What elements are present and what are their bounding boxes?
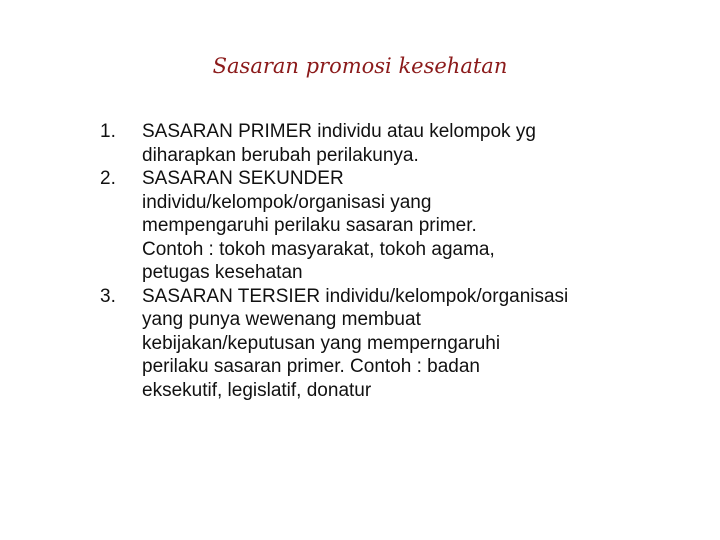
- list-item-line: perilaku sasaran primer. Contoh : badan: [142, 356, 480, 377]
- list-item-number: 2.: [100, 168, 116, 189]
- list-item-line: yang punya wewenang membuat: [142, 309, 421, 330]
- list-item-line: SASARAN SEKUNDER: [142, 168, 344, 189]
- slide-title: Sasaran promosi kesehatan: [212, 54, 508, 78]
- list-item-line: individu/kelompok/organisasi yang: [142, 191, 432, 213]
- list-item: [100, 167, 660, 285]
- list-item-number: 3.: [100, 285, 116, 307]
- list-item-line: SASARAN TERSIER individu/kelompok/organisasi: [142, 285, 569, 307]
- list-item-number: 1.: [100, 121, 116, 142]
- list-item: [100, 120, 660, 167]
- list-item-line: eksekutif, legislatif, donatur: [142, 379, 372, 401]
- list-item-line: kebijakan/keputusan yang memperngaruhi: [142, 332, 501, 354]
- list-item-line: diharapkan berubah perilakunya.: [142, 144, 419, 166]
- list-item-line: SASARAN PRIMER individu atau kelompok yg: [142, 121, 536, 142]
- target-list: [100, 120, 660, 402]
- list-item: [100, 285, 660, 403]
- list-item-line: petugas kesehatan: [142, 262, 303, 283]
- list-item-line: Contoh : tokoh masyarakat, tokoh agama,: [142, 238, 495, 260]
- list-item-line: mempengaruhi perilaku sasaran primer.: [142, 215, 477, 236]
